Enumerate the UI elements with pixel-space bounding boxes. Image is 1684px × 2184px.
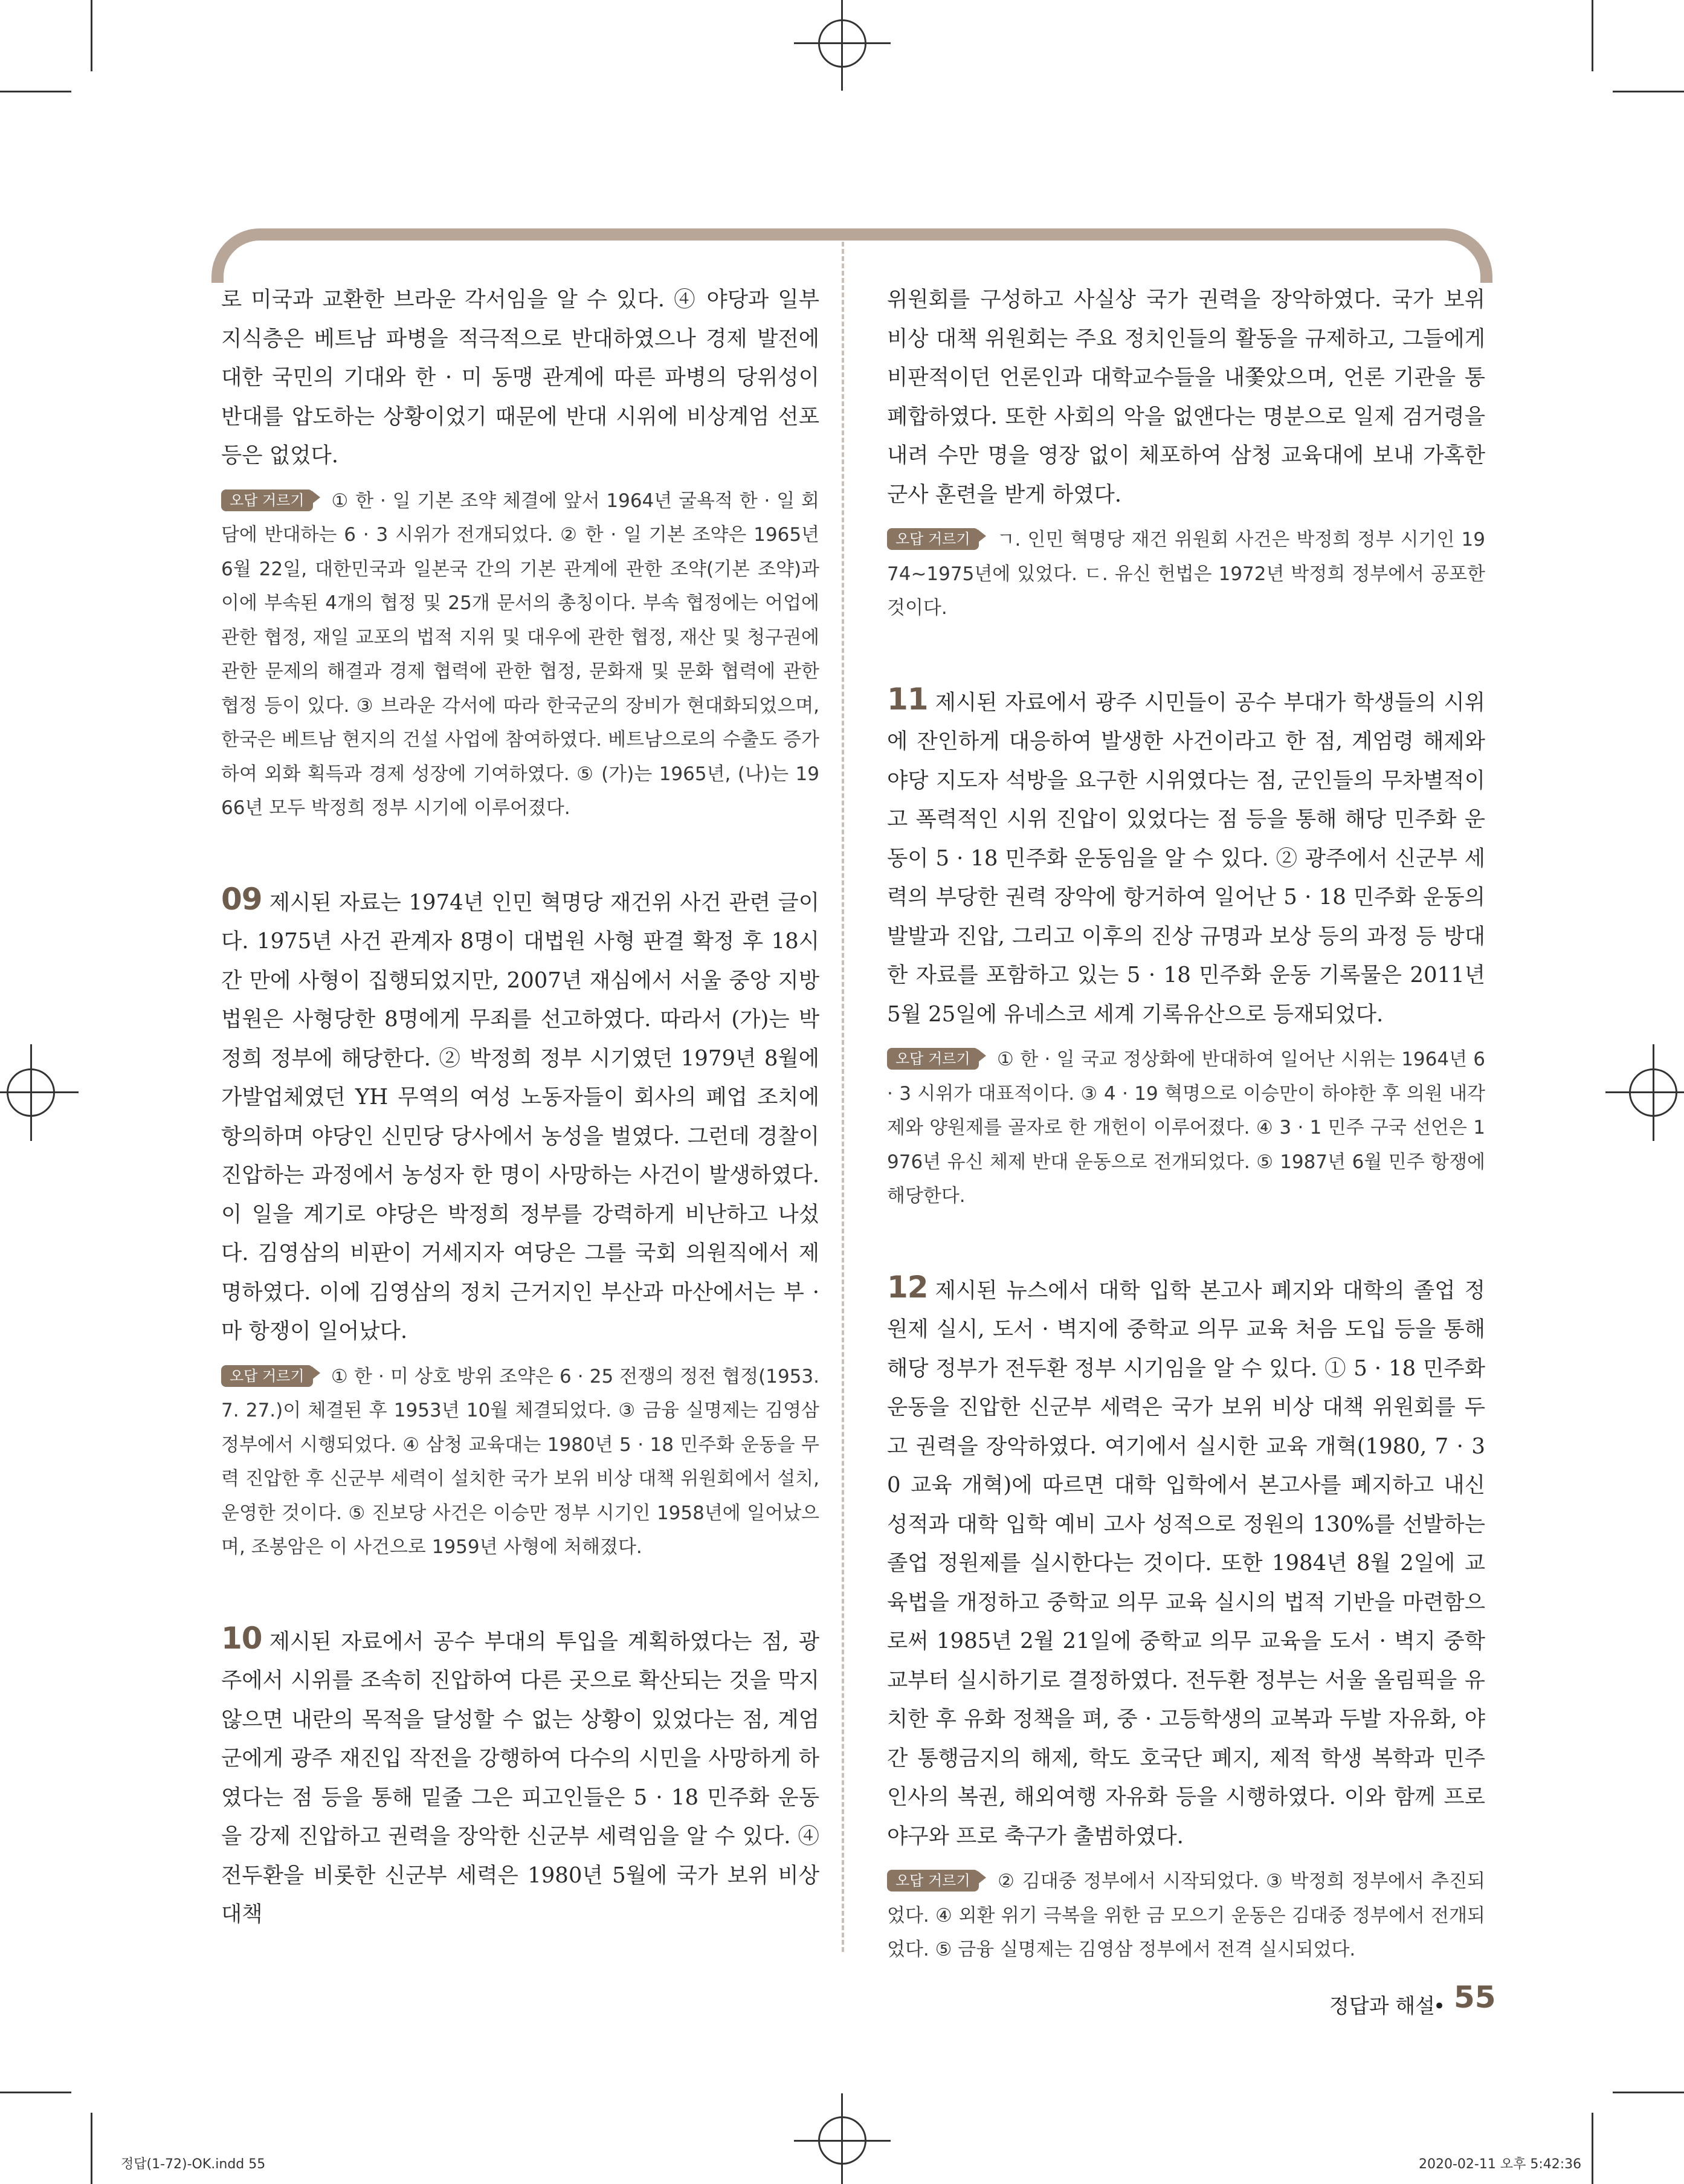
wrong-answer-badge: 오답 거르기 [221,489,313,511]
q11-body: 제시된 자료에서 광주 시민들이 공수 부대가 학생들의 시위에 잔인하게 대응하여 발생한 사건이라고 한 점, 계엄령 해제와 야당 지도자 석방을 요구한 시위였다는 점, 군인들의 무차별적이고 폭력적인 시위 진압이 있었다는 점 등을 통해 해당 민주화 운동이 5 · 18 민주화 운동임을 알 수 있다. ② 광주에서 신군부 세력의 부당한 권력 장악에 항거하여 일어난 5 · 18 민주화 운동의 발발과 진압, 그리고 이후의 진상 규명과 보상 등의 과정 등 방대한 자료를 포함하고 있는 5 · 18 민주화 운동 기록물은 2011년 5월 25일에 유네스코 세계 기록유산으로 등재되었다. [887,690,1485,1027]
q12-body: 제시된 뉴스에서 대학 입학 본고사 폐지와 대학의 졸업 정원제 실시, 도서 · 벽지에 중학교 의무 교육 처음 도입 등을 통해 해당 정부가 전두환 정부 시기임을 알 수 있다. ① 5 · 18 민주화 운동을 진압한 신군부 세력은 국가 보위 비상 대책 위원회를 두고 권력을 장악하였다. 여기에서 실시한 교육 개혁(1980, 7 · 30 교육 개혁)에 따르면 대학 입학에서 본고사를 폐지하고 내신 성적과 대학 입학 예비 고사 성적으로 정원의 130%를 선발하는 졸업 정원제를 실시한다는 것이다. 또한 1984년 8월 2일에 교육법을 개정하고 중학교 의무 교육 실시의 법적 기반을 마련함으로써 1985년 2월 21일에 중학교 의무 교육을 도서 · 벽지 중학교부터 실시하기로 결정하였다. 전두환 정부는 서울 올림픽을 유치한 후 유화 정책을 펴, 중 · 고등학생의 교복과 두발 자유화, 야간 통행금지의 해제, 학도 호국단 폐지, 제적 학생 복학과 민주 인사의 복권, 해외여행 자유화 등을 시행하였다. 이와 함께 프로 야구와 프로 축구가 출범하였다. [887,1278,1485,1849]
page-number: 55 [1454,1980,1496,2015]
q11-note-text: ① 한 · 일 국교 정상화에 반대하여 일어난 시위는 1964년 6 · 3 시위가 대표적이다. ③ 4 · 19 혁명으로 이승만이 하야한 후 의원 내각제와 양원제를 골자로 한 개헌이 이루어졌다. ④ 3 · 1 민주 구국 선언은 1976년 유신 체제 반대 운동으로 전개되었다. ⑤ 1987년 6월 민주 항쟁에 해당한다. [887,1048,1485,1207]
q10-explanation [221,1619,819,1934]
q11-explanation [887,680,1485,1035]
crop-mark [91,0,92,71]
left-column [221,280,819,1934]
q11-number: 11 [887,681,928,717]
q08-body-continued: 로 미국과 교환한 브라운 각서임을 알 수 있다. ④ 야당과 일부 지식층은 베트남 파병을 적극적으로 반대하였으나 경제 발전에 대한 국민의 기대와 한 · 미 동맹 관계에 따른 파병의 당위성이 반대를 압도하는 상황이었기 때문에 반대 시위에 비상계엄 선포 등은 없었다. [221,287,819,468]
q12-wrong-answer-note [887,1864,1485,1967]
wrong-answer-badge: 오답 거르기 [887,1870,979,1892]
q11-wrong-answer-note [887,1042,1485,1213]
q10-body-continued: 위원회를 구성하고 사실상 국가 권력을 장악하였다. 국가 보위 비상 대책 위원회는 주요 정치인들의 활동을 규제하고, 그들에게 비판적이던 언론인과 대학교수들을 내쫓았으며, 언론 기관을 통폐합하였다. 또한 사회의 악을 없앤다는 명분으로 일제 검거령을 내려 수만 명을 영장 없이 체포하여 삼청 교육대에 보내 가혹한 군사 훈련을 받게 하였다. [887,287,1485,507]
badge-arrow-icon [978,1049,986,1062]
crop-mark [1592,2113,1593,2184]
q12-explanation [887,1268,1485,1856]
crop-mark [0,91,71,92]
wrong-answer-badge: 오답 거르기 [887,1048,979,1070]
header-band [211,228,1492,283]
crop-mark [91,2113,92,2184]
crop-mark [1613,91,1684,92]
q09-note-text: ① 한 · 미 상호 방위 조약은 6 · 25 전쟁의 정전 협정(1953. 7. 27.)이 체결된 후 1953년 10월 체결되었다. ③ 금융 실명제는 김영삼 정부에서 시행되었다. ④ 삼청 교육대는 1980년 5 · 18 민주화 운동을 무력 진압한 후 신군부 세력이 설치한 국가 보위 비상 대책 위원회에서 설치, 운영한 것이다. ⑤ 진보당 사건은 이승만 정부 시기인 1958년에 일어났으며, 조봉암은 이 사건으로 1959년 사형에 처해졌다. [221,1365,819,1558]
q12-note-text: ② 김대중 정부에서 시작되었다. ③ 박정희 정부에서 추진되었다. ④ 외환 위기 극복을 위한 금 모으기 운동은 김대중 정부에서 전개되었다. ⑤ 금융 실명제는 김영삼 정부에서 전격 실시되었다. [887,1870,1485,1960]
badge-arrow-icon [978,1871,986,1884]
q12-number: 12 [887,1269,928,1305]
q09-wrong-answer-note [221,1360,819,1565]
q09-number: 09 [221,881,262,917]
column-divider [842,242,844,1952]
crop-mark [1613,2092,1684,2093]
wrong-answer-badge: 오답 거르기 [887,528,979,550]
section-label: 정답과 해설 [1329,1994,1436,2018]
badge-arrow-icon [312,491,320,504]
crop-mark [0,2092,71,2093]
q10-body: 제시된 자료에서 공수 부대의 투입을 계획하였다는 점, 광주에서 시위를 조속히 진압하여 다른 곳으로 확산되는 것을 막지 않으면 내란의 목적을 달성할 수 없는 상황이 있었다는 점, 계엄군에게 광주 재진입 작전을 강행하여 다수의 시민을 사망하게 하였다는 점 등을 통해 밑줄 그은 피고인들은 5 · 18 민주화 운동을 강제 진압하고 권력을 장악한 신군부 세력임을 알 수 있다. ④ 전두환을 비롯한 신군부 세력은 1980년 5월에 국가 보위 비상 대책 [221,1629,819,1927]
q10-note-text: ㄱ. 인민 혁명당 재건 위원회 사건은 박정희 정부 시기인 1974~1975년에 있었다. ㄷ. 유신 헌법은 1972년 박정희 정부에서 공포한 것이다. [887,529,1485,619]
q08-note-text: ① 한 · 일 기본 조약 체결에 앞서 1964년 굴욕적 한 · 일 회담에 반대하는 6 · 3 시위가 전개되었다. ② 한 · 일 기본 조약은 1965년 6월 22일, 대한민국과 일본국 간의 기본 관계에 관한 조약(기본 조약)과 이에 부속된 4개의 협정 및 25개 문서의 총칭이다. 부속 협정에는 어업에 관한 협정, 재일 교포의 법적 지위 및 대우에 관한 협정, 재산 및 청구권에 관한 문제의 해결과 경제 협력에 관한 협정, 문화재 및 문화 협력에 관한 협정 등이 있다. ③ 브라운 각서에 따라 한국군의 장비가 현대화되었으며, 한국은 베트남 현지의 건설 사업에 참여하였다. 베트남으로의 수출도 증가하여 외화 획득과 경제 성장에 기여하였다. ⑤ (가)는 1965년, (나)는 1966년 모두 박정희 정부 시기에 이루어졌다. [221,489,819,819]
badge-arrow-icon [312,1366,320,1380]
q08-wrong-answer-note [221,484,819,825]
footer-bullet: • [1433,1994,1446,2018]
crop-mark [1592,0,1593,71]
q09-body: 제시된 자료는 1974년 인민 혁명당 재건위 사건 관련 글이다. 1975년 사건 관계자 8명이 대법원 사형 판결 확정 후 18시간 만에 사형이 집행되었지만, 2007년 재심에서 서울 중앙 지방 법원은 사형당한 8명에게 무죄를 선고하였다. 따라서 (가)는 박정희 정부에 해당한다. ② 박정희 정부 시기였던 1979년 8월에 가발업체였던 YH 무역의 여성 노동자들이 회사의 폐업 조치에 항의하며 야당인 신민당 당사에서 농성을 벌였다. 그런데 경찰이 진압하는 과정에서 농성자 한 명이 사망하는 사건이 발생하였다. 이 일을 계기로 야당은 박정희 정부를 강력하게 비난하고 나섰다. 김영삼의 비판이 거세지자 여당은 그를 국회 의원직에서 제명하였다. 이에 김영삼의 정치 근거지인 부산과 마산에서는 부 · 마 항쟁이 일어났다. [221,890,819,1343]
print-slug-filename: 정답(1-72)-OK.indd 55 [121,2157,266,2172]
right-column [887,280,1485,1967]
print-slug-timestamp: 2020-02-11 오후 5:42:36 [1419,2157,1582,2172]
q10-wrong-answer-note [887,523,1485,625]
badge-arrow-icon [978,529,986,543]
q10-number: 10 [221,1620,262,1656]
wrong-answer-badge: 오답 거르기 [221,1365,313,1387]
q09-explanation [221,880,819,1351]
